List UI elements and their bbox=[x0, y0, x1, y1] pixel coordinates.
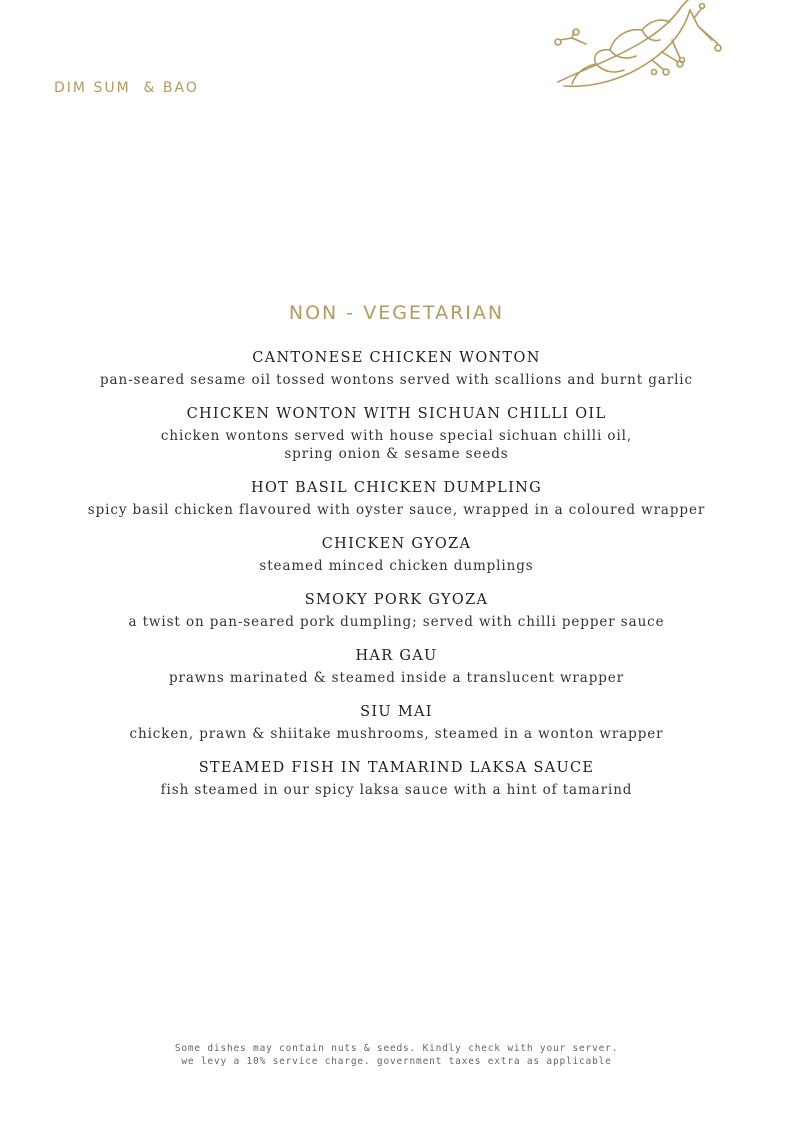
menu-item-description: spicy basil chicken flavoured with oyster sauce, wrapped in a coloured wrapper bbox=[87, 502, 706, 518]
menu-item-name: SMOKY PORK GYOZA bbox=[304, 592, 489, 608]
menu-item bbox=[0, 758, 793, 799]
footer-notes bbox=[0, 1042, 793, 1068]
menu-item bbox=[0, 348, 793, 389]
section-title: NON - VEGETARIAN bbox=[288, 302, 505, 324]
menu-item-description: chicken, prawn & shiitake mushrooms, steamed in a wonton wrapper bbox=[129, 726, 664, 742]
menu-item-description: pan-seared sesame oil tossed wontons served with scallions and burnt garlic bbox=[100, 372, 693, 388]
menu-list bbox=[0, 348, 793, 814]
menu-item bbox=[0, 702, 793, 743]
menu-item-name: HAR GAU bbox=[355, 648, 438, 664]
menu-item bbox=[0, 478, 793, 519]
menu-item-name: HOT BASIL CHICKEN DUMPLING bbox=[251, 480, 542, 496]
footer-service-charge-note: we levy a 10% service charge. government taxes extra as applicable bbox=[181, 1056, 612, 1067]
menu-item-name: CANTONESE CHICKEN WONTON bbox=[252, 350, 541, 366]
leaf-illustration-icon bbox=[552, 0, 728, 92]
menu-category-label: DIM SUM & BAO bbox=[54, 80, 199, 96]
menu-item-name: CHICKEN WONTON WITH SICHUAN CHILLI OIL bbox=[186, 406, 607, 422]
menu-item bbox=[0, 534, 793, 575]
menu-item-description: steamed minced chicken dumplings bbox=[259, 558, 534, 574]
menu-item-description: fish steamed in our spicy laksa sauce with a hint of tamarind bbox=[160, 782, 633, 798]
menu-item-name: STEAMED FISH IN TAMARIND LAKSA SAUCE bbox=[198, 760, 595, 776]
menu-item bbox=[0, 646, 793, 687]
menu-item bbox=[0, 590, 793, 631]
footer-allergen-note: Some dishes may contain nuts & seeds. Kindly check with your server. bbox=[174, 1043, 619, 1054]
menu-item bbox=[0, 404, 793, 463]
menu-item-description: a twist on pan-seared pork dumpling; served with chilli pepper sauce bbox=[128, 614, 665, 630]
menu-item-description: chicken wontons served with house special sichuan chilli oil, spring onion & sesame seeds bbox=[160, 428, 633, 462]
menu-item-name: SIU MAI bbox=[360, 704, 433, 720]
menu-item-description: prawns marinated & steamed inside a translucent wrapper bbox=[168, 670, 625, 686]
menu-item-name: CHICKEN GYOZA bbox=[321, 536, 472, 552]
